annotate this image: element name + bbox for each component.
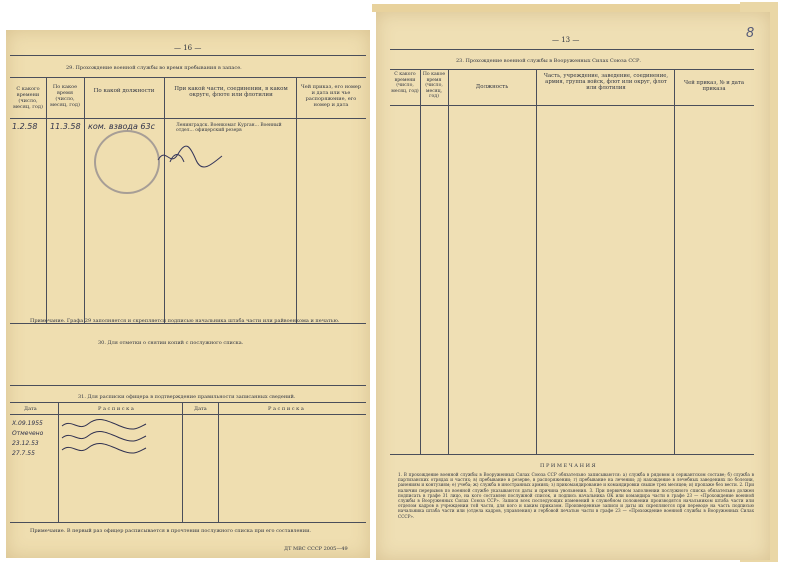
col-header-signature: Р а с п и с к а [98,406,134,412]
entry-from: 1.2.58 [12,122,38,131]
col-header-signature: Р а с п и с к а [268,406,304,412]
table-rule [420,69,421,454]
table-rule [46,77,47,323]
sign-date: 23.12.53 [12,440,39,447]
section-title: 23. Прохождение военной службы в Вооруженных Силах Союза ССР. [456,58,641,64]
col-header-date: Дата [24,406,37,412]
table-rule [10,522,366,523]
sign-date: Х.09.1955 [12,420,43,427]
col-header-unit: При какой части, соединении, в каком округе, флоте или флотилии [174,86,288,98]
sign-date: 27.7.55 [12,450,35,457]
col-header-position: По какой должности [93,88,155,94]
official-stamp [94,130,160,194]
page-edge [372,4,776,12]
col-header-position: Должность [475,84,509,90]
table-rule [674,69,675,454]
entry-to: 11.3.58 [50,122,81,131]
table-rule [390,454,754,455]
col-header-unit: Часть, учреждение, заведение, соединение, армия, группа войск, флот или округ, флот или флотилия [543,73,669,91]
table-rule [10,77,366,78]
col-header-to: По какое время (число, месяц, год) [422,72,446,99]
page-number: — 16 — [174,44,202,52]
sign-date: Отмечено [12,430,44,437]
table-rule [448,69,449,454]
col-header-date: Дата [194,406,207,412]
table-rule [164,77,165,323]
section-title: 31. Для расписки офицера в подтверждение правильности записанных сведений. [78,394,296,400]
table-rule [390,69,754,70]
table-rule [218,402,219,522]
table-rule [10,118,366,119]
corner-mark: 8 [746,26,755,41]
col-header-from: С какого времени (число, месяц, год) [391,72,419,94]
table-rule [84,77,85,323]
top-rule [390,49,754,50]
notes-text: 1. В прохождение военной службы в Вооруженных Силах Союза ССР обязательно записываются: а) служба в рядовом и сержантском составе; б) служба в партизанских отрядах и частях; в) пребывание в резерве, в распоряжении; г) пребывание на лечении; д) нахождение в лечебных заведениях по болезни, ранениям и контузиям; е) учеба; ж) служба в иностранных армиях; з) прикомандирование и командировки свыше трех месяцев; и) пропаже без вести. 2. При наличии перерывов по военной службе указываются даты и причина увольнения. 3. При первичном заполнении послужного списка обязательно должен подписать в графе 31 лицо, на кого составлен послужной список, и подпись начальника ОК или командира части в графе 23 — «Прохождение военной службы в Вооруженных Силах Союза ССР». Записи всех последующих изменений в служебном положении производятся начальником штаба части или отделом кадров в учреждении той части, для кого и каким приказом. Произведенные записи и даты их скрепляются при переводе на часть подписью начальника штаба части или (отдела кадров, управления) и гербовой печатью части в графе 23 — «Прохождение военной службы в Вооруженных Силах СССР». [398,472,754,519]
table-rule [10,414,366,415]
col-header-from: С какого времени (число, месяц, год) [13,86,43,110]
left-page [6,30,370,558]
table-rule [536,69,537,454]
table-rule [390,105,754,106]
table-rule [182,402,183,522]
table-rule [10,402,366,403]
signature-image [156,142,226,172]
entry-unit: Ленинградск. Военкомат Курган... Военный отдел... офицерский резерв [176,123,282,133]
col-header-order: Чей приказ, № и дата приказа [683,80,745,92]
note-29: Примечание. Графа 29 заполняется и скрепляется подписью начальника штаба части или райвоенкома и печатью. [30,318,340,324]
section-30: 30. Для отметки о снятии копий с послужного списка. [98,340,244,346]
table-rule [58,402,59,522]
section-title: 29. Прохождение военной службы во время пребывания в запасе. [66,65,242,71]
notes-title: П Р И М Е Ч А Н И Я [540,463,596,469]
page-number: — 13 — [552,36,580,44]
signature-image [60,418,150,463]
entry-position: ком. взвода 63с [88,122,155,131]
table-rule [10,385,366,386]
right-page [376,12,770,560]
col-header-order: Чей приказ, его номер и дата или чье распоряжение, его номер и дата [300,84,362,108]
note-31: Примечание. В первый раз офицер расписывается в прочтении послужного списка при его составлении. [30,528,311,534]
table-rule [296,77,297,323]
col-header-to: По какое время (число, месяц, год) [50,84,80,108]
footer-imprint: ДТ МВС СССР 2005—49 [284,546,348,552]
top-rule [10,55,366,56]
